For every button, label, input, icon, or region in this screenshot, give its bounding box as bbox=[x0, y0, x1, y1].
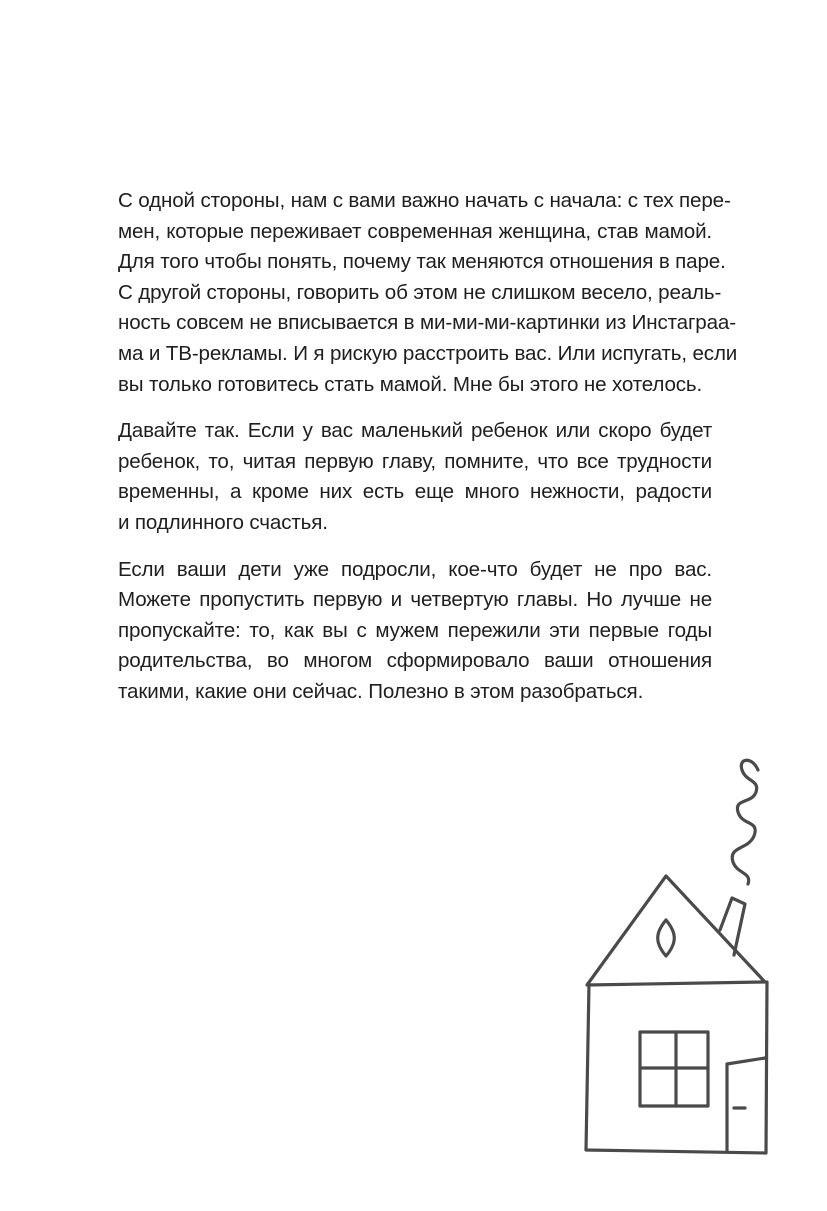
house-with-smoke-icon bbox=[575, 745, 780, 1165]
text-line: Давайте так. Если у вас маленький ребенок или скоро будет bbox=[118, 419, 712, 443]
text-line: вы только готовитесь стать мамой. Мне бы этого не хотелось. bbox=[118, 372, 703, 396]
text-line: пропускайте: то, как вы с мужем пережили эти первые годы bbox=[118, 618, 712, 642]
text-line: Можете пропустить первую и четвертую главы. Но лучше не bbox=[118, 588, 712, 612]
paragraph-2 bbox=[118, 416, 712, 538]
paragraph-3 bbox=[118, 555, 712, 708]
text-line: мен, которые переживает современная женщина, став мамой. bbox=[118, 219, 712, 243]
text-line: ребенок, то, читая первую главу, помните, что все трудности bbox=[118, 449, 712, 473]
body-text bbox=[118, 186, 738, 724]
door bbox=[727, 1058, 765, 1150]
text-line: родительства, во многом сформировало ваши отношения bbox=[118, 649, 712, 673]
text-line: такими, какие они сейчас. Полезно в этом разобраться. bbox=[118, 679, 644, 703]
text-line: Если ваши дети уже подросли, кое-что будет не про вас. bbox=[118, 557, 712, 581]
text-line: С другой стороны, говорить об этом не слишком весело, реаль- bbox=[118, 280, 722, 304]
text-line: ма и ТВ-рекламы. И я рискую расстроить вас. Или испугать, если bbox=[118, 341, 738, 365]
text-line: и подлинного счастья. bbox=[118, 510, 328, 534]
window-cross bbox=[640, 1032, 708, 1106]
paragraph-1 bbox=[118, 186, 738, 400]
text-line: Для того чтобы понять, почему так меняются отношения в паре. bbox=[118, 250, 726, 274]
text-line: временны, а кроме них есть еще много нежности, радости bbox=[118, 480, 712, 504]
text-line: С одной стороны, нам с вами важно начать с начала: с тех пере- bbox=[118, 189, 731, 212]
text-line: ность совсем не вписывается в ми-ми-ми-картинки из Инстаграа- bbox=[118, 311, 736, 335]
attic-window bbox=[658, 920, 675, 956]
smoke-squiggle bbox=[732, 760, 758, 884]
